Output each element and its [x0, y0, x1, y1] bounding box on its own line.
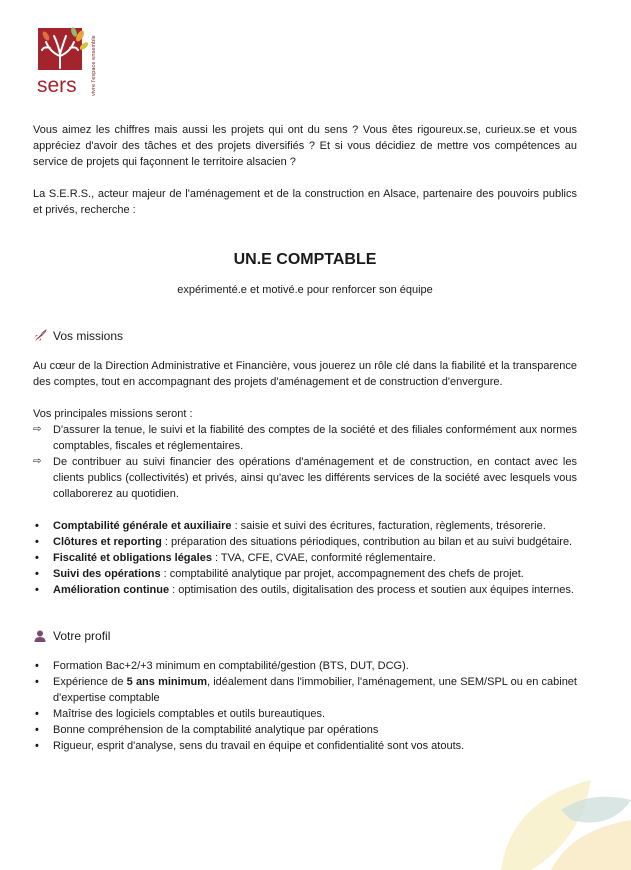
list-item: • Suivi des opérations : comptabilité analytique par projet, accompagnement des chefs de projet. [35, 568, 524, 580]
intro-paragraph-2: La S.E.R.S., acteur majeur de l'aménagement et de la construction en Alsace, partenaire des pouvoirs publics et privés, recherche : [33, 188, 577, 216]
person-icon [33, 629, 47, 643]
list-item: • Fiscalité et obligations légales : TVA, CFE, CVAE, conformité réglementaire. [35, 552, 436, 564]
logo-wordmark: sers [37, 74, 77, 96]
intro-paragraph-1: Vous aimez les chiffres mais aussi les projets qui ont du sens ? Vous êtes rigoureux.se, curieux.se et vous appréciez d'avoir des tâches et des projets diversifiés ? Et si vous décidiez de mettre vos compétences au service de projets qui façonnent le territoire alsacien ? [33, 124, 577, 168]
missions-intro: Au cœur de la Direction Administrative et Financière, vous jouerez un rôle clé dans la fiabilité et la transparence des comptes, tout en accompagnant des projets d'aménagement et de construction d'envergure. [33, 360, 577, 388]
missions-heading-text: Vos missions [53, 329, 124, 343]
list-item: • Formation Bac+2/+3 minimum en comptabilité/gestion (BTS, DUT, DCG). [35, 660, 409, 672]
profile-list [33, 658, 577, 754]
missions-lead: Vos principales missions seront : [33, 408, 193, 420]
list-item: • Clôtures et reporting : préparation des situations périodiques, contribution au bilan et au suivi budgétaire. [35, 536, 573, 548]
profile-heading [33, 628, 577, 644]
list-item: • Maîtrise des logiciels comptables et outils bureautiques. [35, 708, 326, 720]
job-posting [33, 122, 577, 754]
list-item: • Expérience de 5 ans minimum, idéalement dans l'immobilier, l'aménagement, une SEM/SPL ou en cabinet d'expertise comptable [35, 676, 577, 704]
profile-heading-text: Votre profil [53, 629, 111, 643]
logo-tagline-text: vivre l'espace ensemble [91, 35, 97, 96]
arrow-icon: ⇨ [33, 424, 42, 435]
list-item: • Rigueur, esprit d'analyse, sens du travail en équipe et confidentialité sont vos atouts. [35, 740, 465, 752]
list-item: ⇨ D'assurer la tenue, le suivi et la fiabilité des comptes de la société et des filiales conformément aux normes comptables, fiscales et réglementaires. [33, 424, 577, 452]
missions-arrow-list [33, 422, 577, 502]
arrow-icon: ⇨ [33, 456, 42, 467]
logo-tagline [86, 35, 97, 98]
missions-heading [33, 328, 577, 344]
job-subtitle: expérimenté.e et motivé.e pour renforcer son équipe [177, 284, 433, 296]
list-item: ⇨ De contribuer au suivi financier des opérations d'aménagement et de construction, en contact avec les clients publics (collectivités) et privés, ainsi qu'avec les différents services de la société avec lesquels vous collaborerez au quotidien. [33, 456, 577, 500]
list-item: • Amélioration continue : optimisation des outils, digitalisation des process et soutien aux équipes internes. [35, 584, 574, 596]
missions-bullet-list [33, 518, 577, 598]
rocket-icon [33, 329, 47, 343]
job-title: UN.E COMPTABLE [233, 251, 377, 268]
list-item: • Comptabilité générale et auxiliaire : saisie et suivi des écritures, facturation, règlements, trésorerie. [35, 520, 546, 532]
decorative-leaves [431, 760, 631, 870]
list-item: • Bonne compréhension de la comptabilité analytique par opérations [35, 724, 379, 736]
